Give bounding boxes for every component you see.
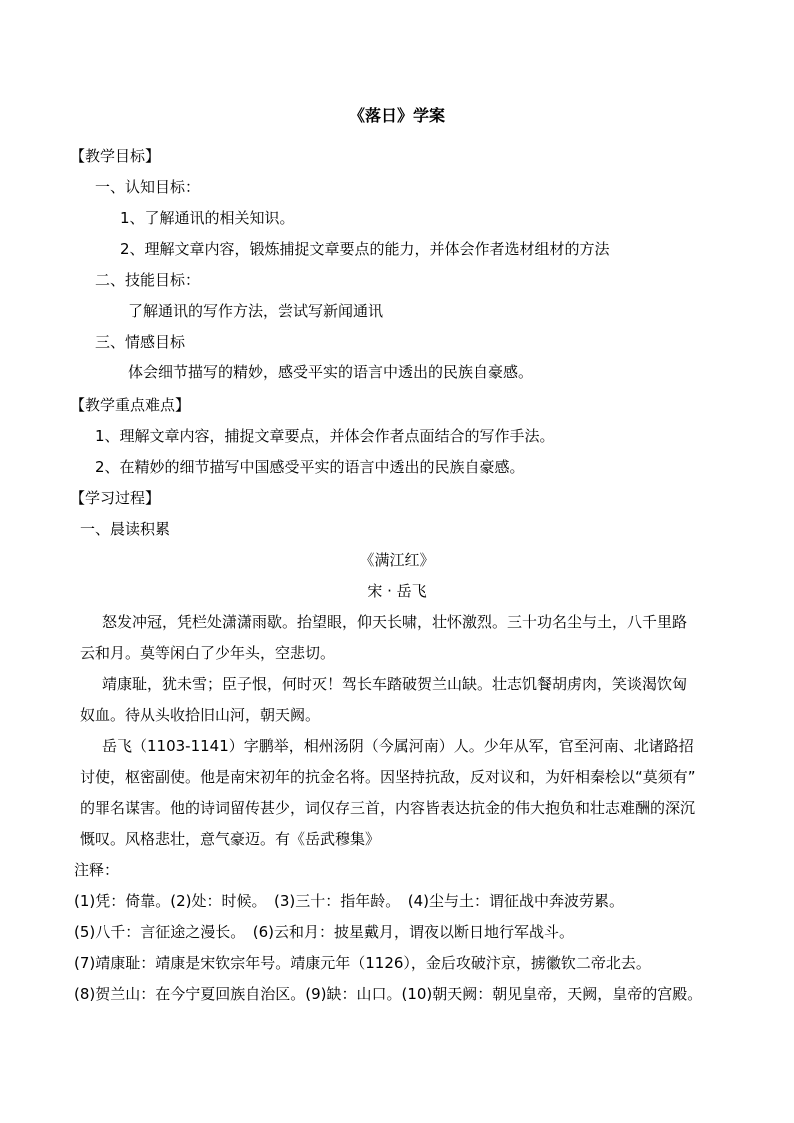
author-bio-line: 讨使，枢密副使。他是南宋初年的抗金名将。因坚持抗敌，反对议和，为奸相秦桧以“莫须有”	[80, 768, 696, 786]
note-line: (8)贺兰山：在今宁夏回族自治区。(9)缺：山口。(10)朝天阙：朝见皇帝，天阙，皇帝的宫殿。	[74, 985, 703, 1003]
key-points-heading: 【教学重点难点】	[70, 396, 191, 414]
note-line: (7)靖康耻：靖康是宋钦宗年号。靖康元年（1126），金后攻破汴京，掳徽钦二帝北去。	[74, 954, 651, 972]
skill-goals-heading: 二、技能目标：	[95, 271, 201, 289]
poem-line: 奴血。待从头收拾旧山河，朝天阙。	[80, 706, 321, 724]
morning-reading-heading: 一、晨读积累	[80, 520, 171, 538]
emotion-goals-heading: 三、情感目标	[95, 333, 186, 351]
poem-author: 宋 · 岳飞	[367, 582, 427, 600]
key-point-item: 1、理解文章内容，捕捉文章要点，并体会作者点面结合的写作手法。	[95, 427, 555, 445]
author-bio-line: 的罪名谋害。他的诗词留传甚少，词仅存三首，内容皆表达抗金的伟大抱负和壮志难酬的深沉	[80, 799, 696, 817]
emotion-goal-text: 体会细节描写的精妙，感受平实的语言中透出的民族自豪感。	[128, 363, 534, 381]
note-line: (1)凭：倚靠。(2)处：时候。 (3)三十：指年龄。 (4)尘与土：谓征战中奔波劳累。	[74, 892, 624, 910]
cognitive-goal-item: 1、了解通讯的相关知识。	[120, 209, 295, 227]
author-bio-line: 岳飞（1103-1141）字鹏举，相州汤阴（今属河南）人。少年从军，官至河南、北诸路招	[102, 737, 694, 755]
skill-goal-text: 了解通讯的写作方法，尝试写新闻通讯	[128, 302, 384, 320]
notes-heading: 注释：	[74, 861, 120, 879]
author-bio-line: 慨叹。风格悲壮，意气豪迈。有《岳武穆集》	[80, 830, 381, 848]
cognitive-goals-heading: 一、认知目标：	[95, 178, 201, 196]
teaching-goals-heading: 【教学目标】	[70, 147, 161, 165]
document-title: 《落日》学案	[348, 106, 445, 125]
cognitive-goal-item: 2、理解文章内容，锻炼捕捉文章要点的能力，并体会作者选材组材的方法	[120, 240, 610, 258]
poem-line: 靖康耻，犹未雪；臣子恨，何时灭！驾长车踏破贺兰山缺。壮志饥餐胡虏肉，笑谈渴饮匈	[102, 675, 688, 693]
poem-title: 《满江红》	[359, 551, 435, 569]
note-line: (5)八千：言征途之漫长。 (6)云和月：披星戴月，谓夜以断日地行军战斗。	[74, 923, 574, 941]
key-point-item: 2、在精妙的细节描写中国感受平实的语言中透出的民族自豪感。	[95, 458, 525, 476]
poem-line: 云和月。莫等闲白了少年头，空悲切。	[80, 644, 336, 662]
poem-line: 怒发冲冠，凭栏处潇潇雨歇。抬望眼，仰天长啸，壮怀激烈。三十功名尘与土，八千里路	[102, 613, 688, 631]
learning-process-heading: 【学习过程】	[70, 489, 161, 507]
